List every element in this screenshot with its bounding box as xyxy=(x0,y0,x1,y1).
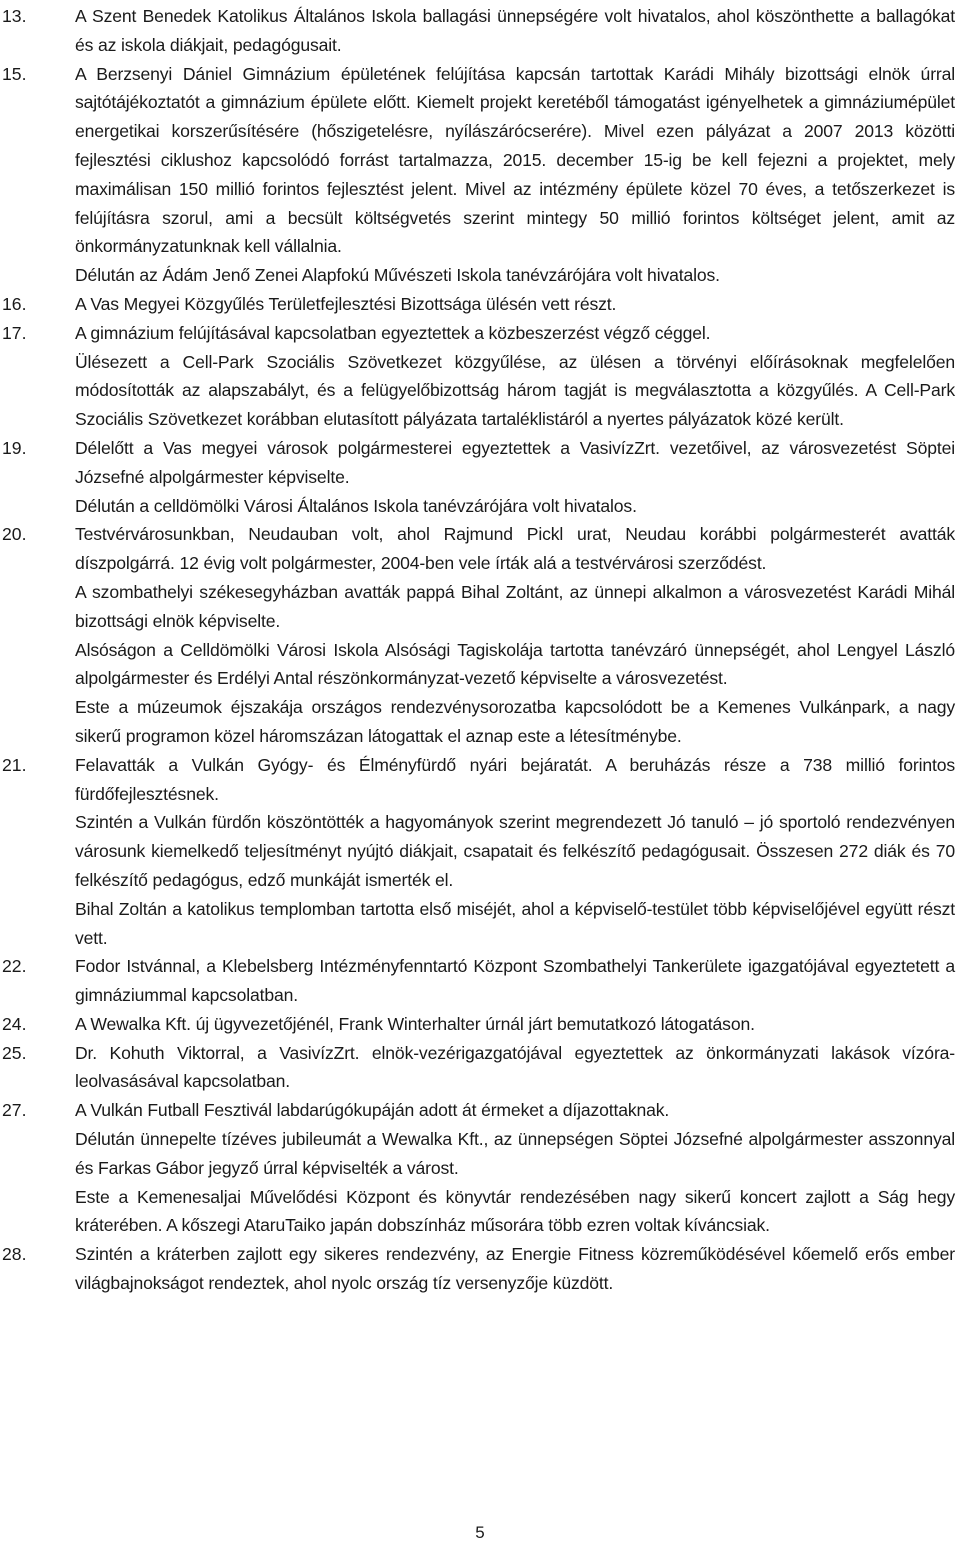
item-body xyxy=(75,290,955,319)
paragraph: A szombathelyi székesegyházban avatták pappá Bihal Zoltánt, az ünnepi alkalmon a városvezetést Karádi Mihál bizottsági elnök képviselte. xyxy=(75,581,955,631)
list-item xyxy=(0,751,960,953)
item-number: 20. xyxy=(2,524,27,545)
item-number: 22. xyxy=(2,956,27,977)
list-item xyxy=(0,1240,960,1298)
item-number: 27. xyxy=(2,1100,27,1121)
list-item xyxy=(0,520,960,750)
paragraph: Fodor Istvánnal, a Klebelsberg Intézményfenntartó Központ Szombathelyi Tankerülete igazgatójával egyeztetett a gimnáziummal kapcsolatban. xyxy=(75,956,955,1006)
item-body xyxy=(75,434,955,520)
item-number: 13. xyxy=(2,6,27,26)
paragraph: Délután az Ádám Jenő Zenei Alapfokú Művészeti Iskola tanévzárójára volt hivatalos. xyxy=(75,265,720,286)
item-number: 25. xyxy=(2,1042,27,1063)
item-body xyxy=(75,1096,955,1240)
item-number: 28. xyxy=(2,1244,27,1265)
paragraph: Bihal Zoltán a katolikus templomban tartotta első miséjét, ahol a képviselő-testület több képviselőjével együtt részt vett. xyxy=(75,898,955,948)
paragraph: A Szent Benedek Katolikus Általános Iskola ballagási ünnepségére volt hivatalos, ahol köszönthette a ballagókat és az iskola diákjait, pedagógusait. xyxy=(75,6,955,55)
paragraph: Este a Kemenesaljai Művelődési Központ és könyvtár rendezésében nagy sikerű koncert zajlott a Ság hegy kráterében. A kőszegi AtaruTaiko japán dobszínház műsorára több ezren voltak kíváncsiak. xyxy=(75,1186,955,1236)
item-number: 24. xyxy=(2,1013,27,1034)
item-number: 21. xyxy=(2,754,27,775)
list-item xyxy=(0,1010,960,1039)
paragraph: Dr. Kohuth Viktorral, a VasivízZrt. elnök-vezérigazgatójával egyeztettek az önkormányzati lakások vízóra-leolvasásával kapcsolatban. xyxy=(75,1042,955,1092)
item-body xyxy=(75,319,955,434)
item-body xyxy=(75,2,955,60)
paragraph: A gimnázium felújításával kapcsolatban egyeztettek a közbeszerzést végző céggel. xyxy=(75,322,711,343)
paragraph: Felavatták a Vulkán Gyógy- és Élményfürdő nyári bejáratát. A beruházás része a 738 millió forintos fürdőfejlesztésnek. xyxy=(75,754,955,804)
paragraph: Este a múzeumok éjszakája országos rendezvénysorozatba kapcsolódott be a Kemenes Vulkánpark, a nagy sikerű programon közel háromszázan látogattak el aznap este a létesítménybe. xyxy=(75,697,955,746)
paragraph: Alsóságon a Celldömölki Városi Iskola Alsósági Tagiskolája tartotta tanévzáró ünnepségét, ahol Lengyel László alpolgármester és Erdélyi Antal részönkormányzat-vezető képviselte a városvezetést. xyxy=(75,639,955,689)
paragraph: A Wewalka Kft. új ügyvezetőjénél, Frank Winterhalter úrnál járt bemutatkozó látogatáson. xyxy=(75,1013,755,1034)
item-body xyxy=(75,1039,955,1097)
list-item xyxy=(0,2,960,60)
item-number: 15. xyxy=(2,63,27,84)
paragraph: Délelőtt a Vas megyei városok polgármesterei egyeztettek a VasivízZrt. vezetőivel, az városvezetést Söptei Józsefné alpolgármester képviselte. xyxy=(75,437,955,487)
paragraph: A Vulkán Futball Fesztivál labdarúgókupáján adott át érmeket a díjazottaknak. xyxy=(75,1100,670,1121)
item-number: 16. xyxy=(2,293,27,314)
paragraph: Szintén a Vulkán fürdőn köszöntötték a hagyományok szerint megrendezett Jó tanuló – jó sportoló rendezvényen városunk kiemelkedő teljesítményt nyújtó diákjait, csapatait és felkészítő pedagógusait. Összesen 272 diák és 70 felkészítő pedagógus, edző munkáját ismerték el. xyxy=(75,812,955,890)
list-item xyxy=(0,952,960,1010)
list-item xyxy=(0,60,960,290)
list-item xyxy=(0,290,960,319)
item-body xyxy=(75,60,955,290)
item-body xyxy=(75,520,955,750)
paragraph: Ülésezett a Cell-Park Szociális Szövetkezet közgyűlése, az ülésen a törvényi előírásoknak megfelelően módosították az alapszabályt, és a felügyelőbizottság három tagját is megválasztotta a közgyűlés. A Cell-Park Szociális Szövetkezet korábban elutasított pályázata tartaléklistáról a nyertes pályázatok közé került. xyxy=(75,351,955,430)
list-item xyxy=(0,1096,960,1240)
list-item xyxy=(0,434,960,520)
item-body xyxy=(75,751,955,953)
paragraph: Délután ünnepelte tízéves jubileumát a Wewalka Kft., az ünnepségen Söptei Józsefné alpolgármester asszonnyal és Farkas Gábor jegyző úrral képviselték a várost. xyxy=(75,1129,955,1178)
list-item xyxy=(0,1039,960,1097)
paragraph: Délután a celldömölki Városi Általános Iskola tanévzárójára volt hivatalos. xyxy=(75,495,637,516)
entry-list xyxy=(0,2,960,1298)
item-number: 17. xyxy=(2,322,27,343)
item-number: 19. xyxy=(2,437,27,458)
item-body xyxy=(75,1010,955,1039)
list-item xyxy=(0,319,960,434)
paragraph: Szintén a kráterben zajlott egy sikeres rendezvény, az Energie Fitness közreműködésével kőemelő erős ember világbajnokságot rendeztek, ahol nyolc ország tíz versenyzője küzdött. xyxy=(75,1244,955,1294)
item-body xyxy=(75,1240,955,1298)
paragraph: Testvérvárosunkban, Neudauban volt, ahol Rajmund Pickl urat, Neudau korábbi polgármesterét avatták díszpolgárrá. 12 évig volt polgármester, 2004-ben vele írták alá a testvérvárosi szerződést. xyxy=(75,524,955,574)
paragraph: A Vas Megyei Közgyűlés Területfejlesztési Bizottsága ülésén vett részt. xyxy=(75,293,617,314)
paragraph: A Berzsenyi Dániel Gimnázium épületének felújítása kapcsán tartottak Karádi Mihály bizottsági elnök úrral sajtótájékoztatót a gimnázium épülete előtt. Kiemelt projekt keretéből támogatást igényelhetek a gimnáziumépület energetikai korszerűsítésére (hőszigetelésre, nyílászárócserére). Mivel ezen pályázat a 2007 2013 közötti fejlesztési ciklushoz kapcsolódó forrást tartalmazza, 2015. december 15-ig be kell fejezni a projektet, mely maximálisan 150 millió forintos fejlesztést jelent. Mivel az intézmény épülete közel 70 éves, a tetőszerkezet is felújításra szorul, ami a becsült költségvetés szerint mintegy 50 millió forintos költséget jelent, amit az önkormányzatunknak kell vállalnia. xyxy=(75,63,955,257)
item-body xyxy=(75,952,955,1010)
page-number: 5 xyxy=(475,1523,485,1542)
